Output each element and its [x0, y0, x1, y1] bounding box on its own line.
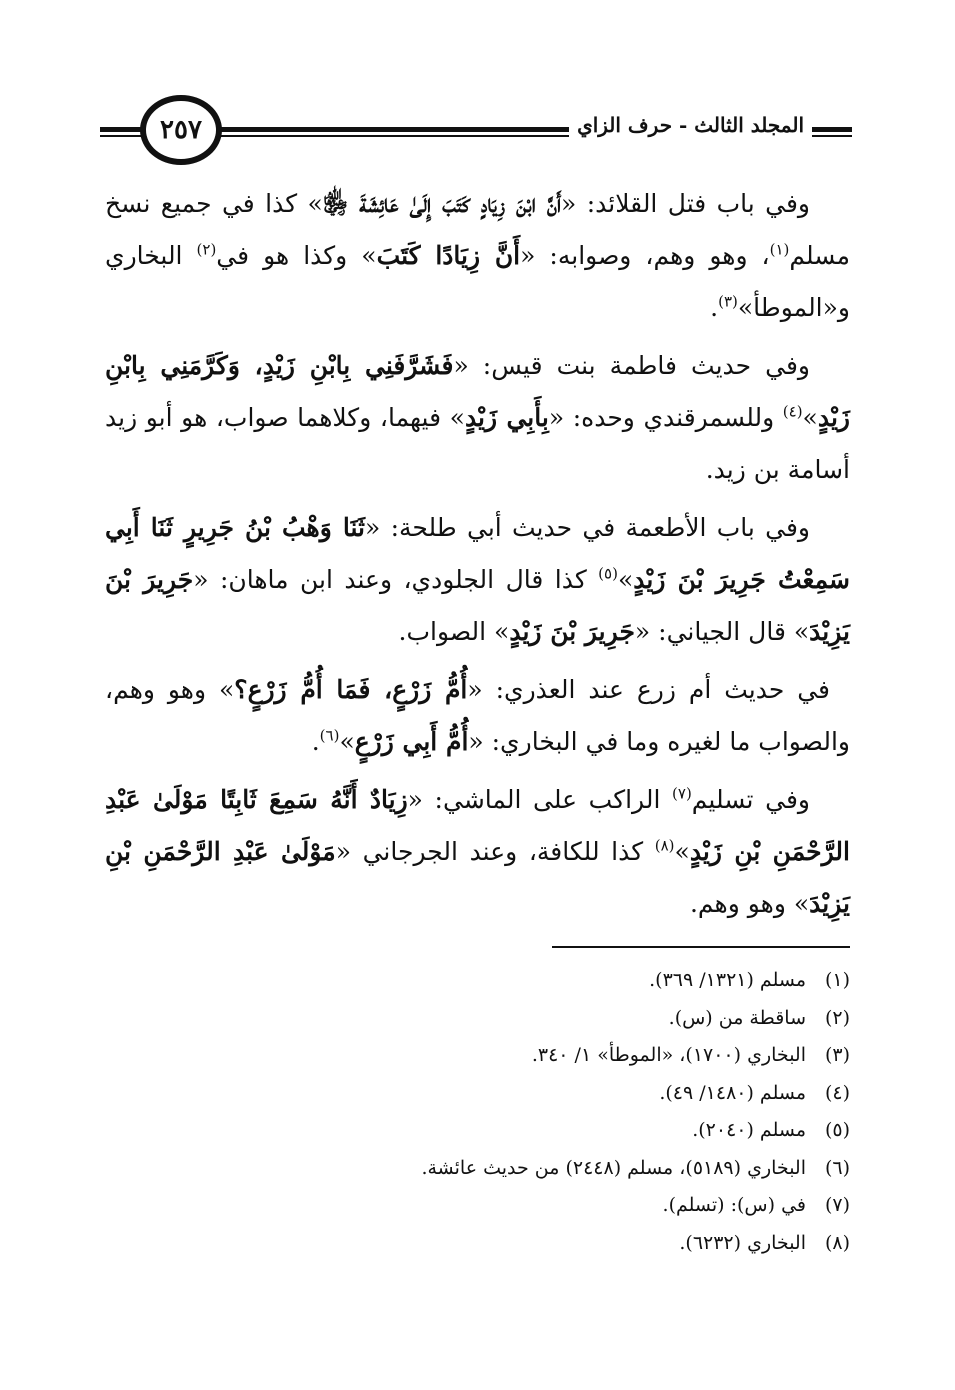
footnote-ref[interactable]: (٨) [654, 836, 675, 855]
footnote-text: ساقطة من (س). [668, 1006, 806, 1029]
footnote-ref[interactable]: (١) [769, 240, 790, 259]
footnote-item [105, 1075, 850, 1113]
hadith-quote: فَشَرَّفَنِي بِابْنِ زَيْدٍ، وَكَرَّمَنِي بِابْنِ زَيْدٍ [105, 351, 850, 432]
text-run: » وهو وهم، والصواب ما لغيره وما في البخاري: « [105, 675, 850, 756]
footnote-separator [552, 946, 850, 948]
text-run: . [710, 293, 719, 322]
page-header [100, 95, 852, 165]
footnote-text: البخاري (١٧٠٠)، «الموطأ» ١/ ٣٤٠. [531, 1044, 806, 1066]
text-run: » كذا في جميع نسخ مسلم [105, 189, 850, 270]
footnote-item [105, 1187, 850, 1225]
text-run: » [339, 727, 355, 756]
main-text [105, 178, 850, 936]
footnote-number: (١) [824, 969, 850, 991]
text-run: كذا للكافة، وعند الجرجاني « [335, 837, 655, 866]
footnote-text: مسلم (١٣٢١/ ٣٦٩). [649, 969, 806, 991]
text-run: كذا قال الجلودي، وعند ابن ماهان: « [193, 565, 599, 594]
hadith-quote: ثَنَا وَهْبُ بْنُ جَرِيرٍ ثَنَا أَبِي سَمِعْتُ جَرِيرَ بْنَ زَيْدٍ [105, 513, 851, 594]
footnote-ref[interactable]: (٢) [196, 240, 217, 259]
hadith-quote: أُمُّ أَبِي زَرْعٍ [354, 727, 469, 756]
running-title: المجلد الثالث - حرف الزاي [569, 113, 812, 137]
text-run: . [311, 727, 320, 756]
footnote-item [105, 1112, 850, 1150]
footnote-text: البخاري (٦٢٣٢). [679, 1231, 806, 1254]
text-run: وفي تسليم [691, 785, 810, 814]
text-run: » فيهما، وكلاهما صواب، هو أبو زيد أسامة بن زيد. [105, 403, 850, 484]
text-run: » [617, 565, 634, 594]
text-run: البخاري و«الموطأ» [105, 241, 850, 322]
text-run: » الصواب. [398, 617, 510, 646]
footnote-text: في (س): (تسلم). [662, 1194, 806, 1216]
footnotes [105, 962, 850, 1262]
hadith-quote: زِيَادٌ أَنَّهُ سَمِعَ ثَابِتًا مَوْلَىٰ عَبْدِ الرَّحْمَنِ بْنِ زَيْدٍ [105, 785, 850, 866]
paragraph-3 [105, 502, 850, 658]
page-number: ٢٥٧ [140, 95, 222, 165]
footnote-text: مسلم (١٤٨٠/ ٤٩). [659, 1081, 806, 1104]
footnote-number: (٤) [824, 1081, 850, 1104]
text-run: الراكب على الماشي: « [407, 785, 673, 814]
footnote-item [105, 1000, 850, 1038]
footnote-number: (٧) [824, 1194, 850, 1216]
paragraph-4 [105, 664, 850, 768]
hadith-quote: بِأَبِي زَيْدٍ [464, 403, 549, 432]
paragraph-2 [105, 340, 850, 496]
paragraph-5 [105, 774, 850, 930]
text-run: » [674, 837, 690, 866]
footnote-number: (٥) [824, 1119, 850, 1141]
footnote-ref[interactable]: (٥) [598, 564, 618, 583]
footnote-text: البخاري (٥١٨٩)، مسلم (٢٤٤٨) من حديث عائشة. [421, 1156, 806, 1179]
footnote-text: مسلم (٢٠٤٠). [692, 1119, 806, 1141]
paragraph-1 [105, 178, 850, 334]
footnote-item [105, 962, 850, 1000]
footnote-item [105, 1225, 850, 1263]
text-run: وفي حديث فاطمة بنت قيس: « [453, 351, 810, 380]
text-run: ، وهو وهم، وصوابه: « [520, 241, 770, 270]
footnote-ref[interactable]: (٦) [319, 726, 340, 745]
footnote-item [105, 1150, 850, 1188]
footnote-number: (٣) [824, 1044, 850, 1066]
text-run: وفي باب فتل القلائد: « [561, 189, 810, 218]
text-run: » قال الجياني: « [634, 617, 810, 646]
footnote-ref[interactable]: (٣) [718, 292, 738, 311]
text-run: » وكذا هو في [216, 241, 377, 270]
footnote-item [105, 1037, 850, 1075]
hadith-quote: جَرِيرَ بْنَ زَيْدٍ [509, 617, 635, 646]
footnote-ref[interactable]: (٧) [672, 784, 692, 803]
footnote-number: (٢) [824, 1006, 850, 1029]
hadith-quote: أُمُّ زَرْعٍ، فَمَا أُمُّ زَرْعٍ؟ [234, 675, 468, 704]
footnote-number: (٦) [824, 1156, 850, 1179]
text-run: » [802, 403, 818, 432]
footnote-number: (٨) [824, 1231, 850, 1254]
hadith-quote: مَوْلَىٰ عَبْدِ الرَّحْمَنِ بْنِ يَزِيْدَ [105, 837, 850, 918]
hadith-quote: أَنَّ ابْنَ زِيَادٍ كَتَبَ إِلَىٰ عَائِشَةَ ﵂ [322, 189, 562, 218]
footnote-ref[interactable]: (٤) [782, 402, 803, 421]
text-run: » وهو وهم. [689, 889, 810, 918]
text-run: في حديث أم زرع عند العذري: « [467, 675, 830, 704]
hadith-quote: جَرِيرَ بْنَ يَزِيْدَ [105, 565, 850, 646]
hadith-quote: أَنَّ زِيَادًا كَتَبَ [376, 241, 521, 270]
text-run: وفي باب الأطعمة في حديث أبي طلحة: « [364, 513, 810, 542]
text-run: وللسمرقندي وحده: « [548, 403, 783, 432]
